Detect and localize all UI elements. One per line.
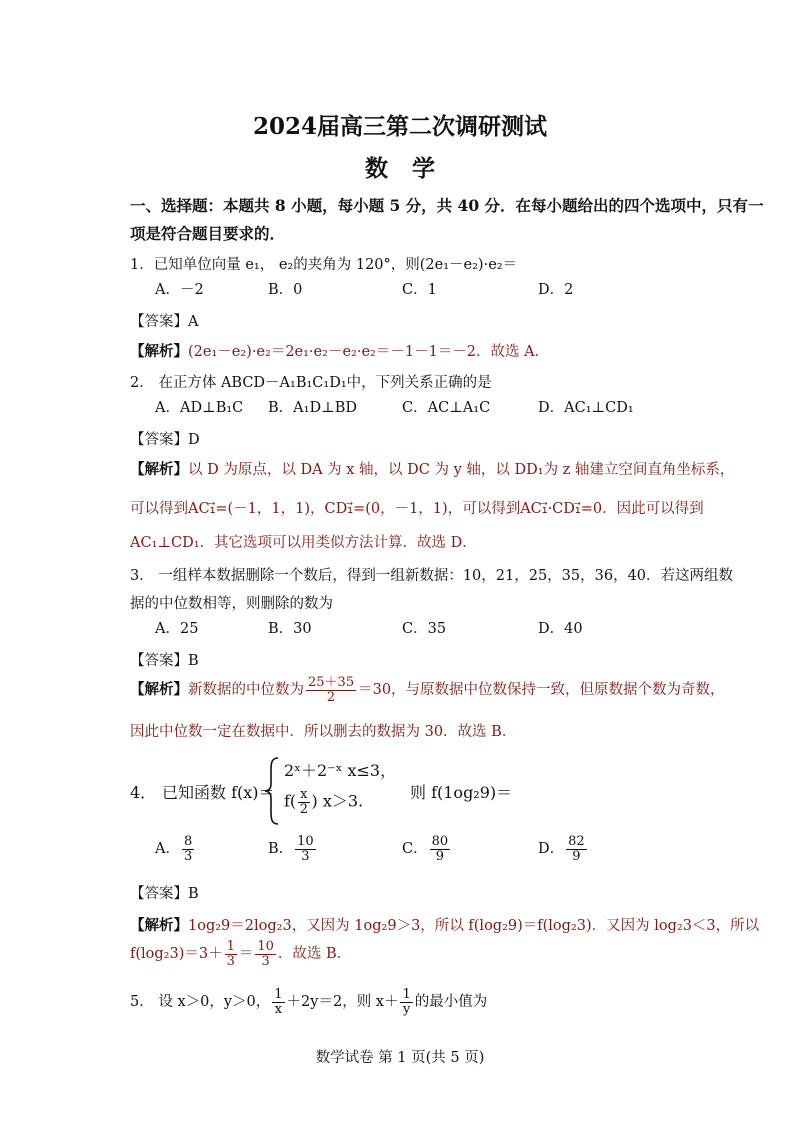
q4-option-b-label: B． <box>268 841 294 858</box>
q4-option-c-fraction <box>430 835 451 863</box>
q2-option-a: A．AD⊥B₁C <box>155 400 244 416</box>
exam-title: 2024届高三第二次调研测试 <box>252 113 547 140</box>
q2-option-d: D．AC₁⊥CD₁ <box>538 400 634 416</box>
q4-analysis-frac1 <box>225 940 237 968</box>
q3-median-fraction <box>306 676 356 704</box>
q2-stem: 2． 在正方体 ABCD－A₁B₁C₁D₁中，下列关系正确的是 <box>130 375 492 391</box>
q3-frac-num: 25＋35 <box>308 675 355 690</box>
page-footer: 数学试卷 第 1 页(共 5 页) <box>315 1050 485 1066</box>
q4-analysis-text1: 1og₂9＝2log₂3，又因为 1og₂9＞3，所以 f(log₂9)＝f(log₂3)．又因为 log₂3＜3，所以 <box>188 918 760 934</box>
q3-option-c: C．35 <box>402 621 447 637</box>
q4-label: 4． <box>130 783 157 802</box>
q4-option-b <box>268 835 318 863</box>
q4-case2-den: 2 <box>299 801 308 817</box>
q5-post: 的最小值为 <box>414 994 488 1011</box>
q5-f2-den: y <box>402 1001 411 1017</box>
q4-a2-den2: 3 <box>261 953 270 969</box>
q4-option-a <box>155 835 196 863</box>
q4-a2-num1: 1 <box>226 939 235 954</box>
q2-analysis-line3: AC₁⊥CD₁．其它选项可以用类似方法计算．故选 D． <box>130 535 477 551</box>
q4-option-b-fraction <box>295 835 316 863</box>
q2-answer: 【答案】D <box>130 432 200 448</box>
section-heading-line2: 项是符合题目要求的． <box>130 224 286 243</box>
q4-analysis-line2-pre: f(log₂3)＝3＋ <box>130 946 223 963</box>
q2-option-b: B．A₁D⊥BD <box>268 400 357 416</box>
q4-option-d <box>538 835 589 863</box>
q4-answer: 【答案】B <box>130 886 199 902</box>
q4-option-c-label: C． <box>402 841 428 858</box>
q4-analysis-frac2 <box>255 940 276 968</box>
q3-answer: 【答案】B <box>130 653 199 669</box>
q4-analysis-tag: 【解析】 <box>130 917 188 934</box>
q4-option-d-num: 82 <box>568 834 585 849</box>
q4-analysis-line2-post: ．故选 B． <box>277 946 352 963</box>
q3-analysis-line1 <box>130 676 725 704</box>
q4-stem-post: 则 f(1og₂9)＝ <box>410 783 513 802</box>
q3-stem-line2: 据的中位数相等，则删除的数为 <box>130 596 333 612</box>
q3-analysis-post: ＝30，与原数据中位数保持一致，但原数据个数为奇数， <box>358 682 725 699</box>
q4-option-d-den: 9 <box>572 848 581 864</box>
q2-analysis-line2: 可以得到AC₁⃗=(－1，1，1)，CD₁⃗=(0，－1，1)，可以得到AC₁⃗·CD₁⃗=0．因此可以得到 <box>130 501 704 517</box>
q4-analysis-eq: ＝ <box>238 946 254 963</box>
q1-option-a: A．－2 <box>155 282 204 298</box>
q2-analysis-line1 <box>130 458 734 479</box>
q4-case2 <box>284 788 363 816</box>
q3-analysis-tag: 【解析】 <box>130 681 188 699</box>
q4-option-d-label: D． <box>538 841 565 858</box>
q5-mid: ＋2y＝2，则 x＋ <box>286 994 399 1011</box>
section-heading-line1: 一、选择题：本题共 8 小题，每小题 5 分，共 40 分．在每小题给出的四个选项中，只有一 <box>130 196 764 215</box>
q3-analysis-pre: 新数据的中位数为 <box>188 682 304 699</box>
q1-analysis-tag: 【解析】 <box>130 343 188 360</box>
piecewise-brace <box>262 756 282 826</box>
q5-stem <box>130 988 487 1016</box>
q4-stem-pre: 已知函数 f(x)＝ <box>162 783 275 802</box>
q4-analysis-line1 <box>130 914 759 935</box>
q4-option-a-den: 3 <box>183 848 193 864</box>
q2-option-c: C．AC⊥A₁C <box>402 400 491 416</box>
q1-analysis <box>130 340 549 361</box>
q4-case2-fraction <box>298 788 309 816</box>
q5-f1-num: 1 <box>274 987 283 1002</box>
q1-option-d: D．2 <box>538 282 574 298</box>
q4-option-c <box>402 835 452 863</box>
q4-a2-den1: 3 <box>226 953 235 969</box>
q4-option-d-fraction <box>566 835 587 863</box>
q1-stem: 1．已知单位向量 e₁， e₂的夹角为 120°，则(2e₁－e₂)·e₂＝ <box>130 257 518 273</box>
q3-stem-line1: 3． 一组样本数据删除一个数后，得到一组新数据：10，21，25，35，36，40．若这两组数 <box>130 568 734 584</box>
q3-option-a: A．25 <box>155 621 199 637</box>
q2-analysis-text1: 以 D 为原点，以 DA 为 x 轴，以 DC 为 y 轴，以 DD₁为 z 轴建立空间直角坐标系， <box>188 462 735 478</box>
q4-option-b-num: 10 <box>297 834 314 849</box>
subject-title: 数学 <box>365 155 459 182</box>
q4-case2-pre: f( <box>284 791 297 811</box>
q3-analysis-line2: 因此中位数一定在数据中．所以删去的数据为 30．故选 B． <box>130 724 517 740</box>
q1-answer: 【答案】A <box>130 314 199 330</box>
q4-a2-num2: 10 <box>257 939 274 954</box>
q3-option-b: B．30 <box>268 621 312 637</box>
q3-frac-den: 2 <box>326 689 336 705</box>
q1-option-b: B．0 <box>268 282 303 298</box>
q3-option-d: D．40 <box>538 621 583 637</box>
q5-pre: 5． 设 x＞0，y＞0， <box>130 994 271 1011</box>
q4-option-c-num: 80 <box>431 834 449 849</box>
q5-frac1 <box>272 988 284 1016</box>
q1-option-c: C．1 <box>402 282 437 298</box>
q1-analysis-text: (2e₁－e₂)·e₂＝2e₁·e₂－e₂·e₂＝－1－1＝－2．故选 A． <box>188 344 550 360</box>
q2-analysis-tag: 【解析】 <box>130 461 188 478</box>
q4-option-a-label: A． <box>155 841 180 858</box>
q4-analysis-line2 <box>130 940 351 968</box>
q5-frac2 <box>400 988 412 1016</box>
q4-option-c-den: 9 <box>435 848 445 864</box>
q4-case2-num: x <box>300 787 308 802</box>
q4-case2-post: ) x＞3. <box>311 791 364 811</box>
q4-option-a-num: 8 <box>183 834 193 849</box>
q4-case1: 2ˣ＋2⁻ˣ x≤3， <box>284 761 397 780</box>
q4-option-b-den: 3 <box>301 848 310 864</box>
q5-f2-num: 1 <box>402 987 411 1002</box>
q4-option-a-fraction <box>182 835 194 863</box>
q5-f1-den: x <box>274 1001 283 1017</box>
